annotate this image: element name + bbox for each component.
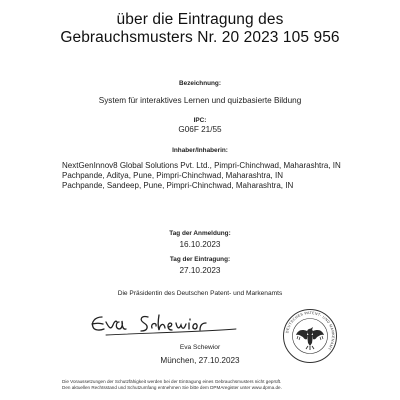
- designation-label: Bezeichnung:: [179, 80, 221, 87]
- signatory-name: Eva Schewior: [179, 344, 221, 351]
- certificate-heading-line2: Gebrauchsmusters Nr. 20 2023 105 956: [60, 29, 340, 46]
- president-line: Die Präsidentin des Deutschen Patent- und Markenamts: [117, 290, 283, 297]
- application-date-label: Tag der Anmeldung:: [169, 230, 231, 237]
- footer-line: Die Voraussetzungen der Schutzfähigkeit werden bei der Eintragung eines Gebrauchsmusters nicht geprüft.: [62, 379, 282, 384]
- footer-notice: [62, 379, 282, 391]
- owner-line: Pachpande, Sandeep, Pune, Pimpri-Chinchwad, Maharashtra, IN: [62, 180, 294, 190]
- owner-list: [62, 161, 341, 190]
- application-date-value: 16.10.2023: [179, 240, 221, 249]
- owner-line: NextGenInnov8 Global Solutions Pvt. Ltd., Pimpri-Chinchwad, Maharashtra, IN: [62, 161, 341, 170]
- owner-label: Inhaber/Inhaberin:: [172, 147, 228, 154]
- registration-date-value: 27.10.2023: [179, 266, 221, 275]
- official-seal: [282, 308, 338, 364]
- registration-date-label: Tag der Eintragung:: [169, 256, 231, 263]
- footer-line: Den aktuellen Rechtsstand und Schutzumfang entnehmen Sie bitte dem DPMAregister unter www.dpma.de.: [62, 385, 282, 391]
- certificate-heading-line1: über die Eintragung des: [116, 11, 284, 28]
- place-and-date: München, 27.10.2023: [160, 356, 240, 365]
- federal-eagle-icon: [296, 327, 324, 350]
- designation-value: System für interaktives Lernen und quizbasierte Bildung: [98, 96, 302, 105]
- handwritten-signature: [86, 308, 246, 342]
- svg-text:DEUTSCHES PATENT- UND MARKENAM: DEUTSCHES PATENT- UND MARKENAMT: [285, 310, 336, 351]
- ipc-value: G06F 21/55: [178, 125, 222, 134]
- owner-line: Pachpande, Aditya, Pune, Pimpri-Chinchwad, Maharashtra, IN: [62, 170, 284, 180]
- ipc-label: IPC:: [193, 117, 207, 124]
